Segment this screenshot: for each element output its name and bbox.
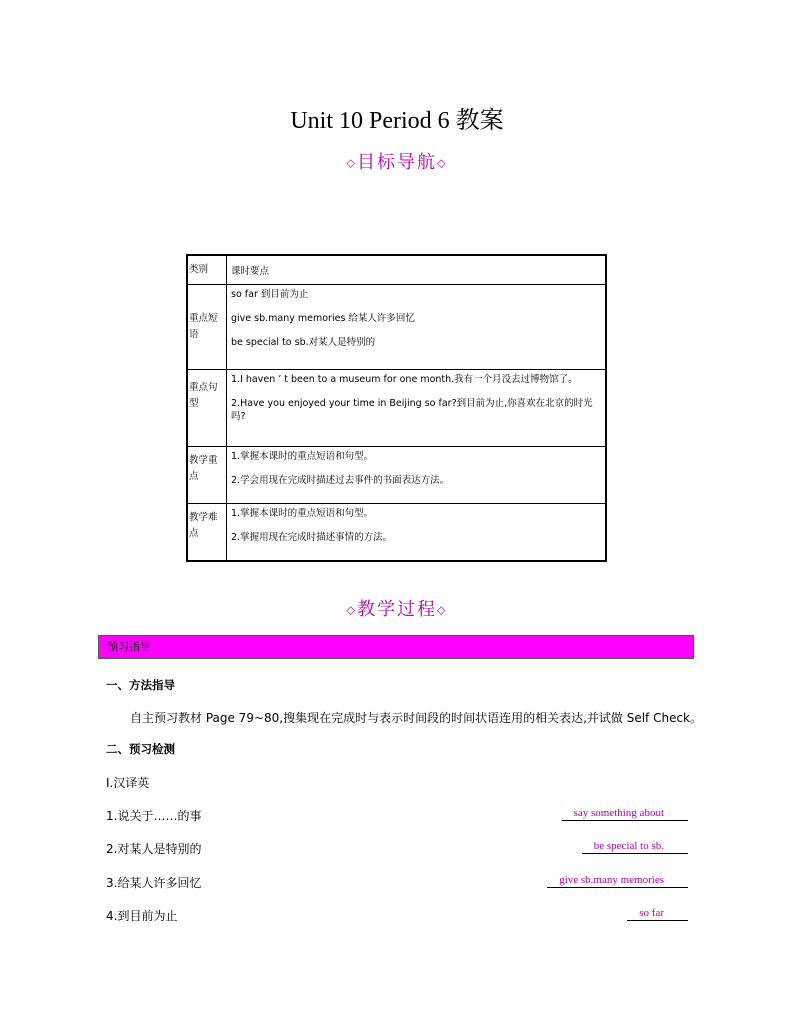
question-item: 3.给某人许多回忆 xyxy=(106,876,202,890)
preview-guide-bar: 预习指导 xyxy=(98,635,694,659)
diamond-icon: ◇ xyxy=(346,156,357,170)
check-heading: 二、预习检测 xyxy=(106,742,175,756)
row-content xyxy=(227,285,607,370)
section-heading-label: 教学过程 xyxy=(357,599,437,620)
answer-blank: say something about xyxy=(562,807,688,821)
table-header-row xyxy=(187,255,606,285)
row-category: 教学重点 xyxy=(187,447,227,504)
table-row xyxy=(187,447,606,504)
answer-blank: be special to sb. xyxy=(582,840,688,854)
row-line: 1.掌握本课时的重点短语和句型。 xyxy=(231,451,374,462)
row-line: 1.掌握本课时的重点短语和句型。 xyxy=(231,508,374,519)
answer-blank: so far xyxy=(627,907,688,921)
page-title: Unit 10 Period 6 教案 xyxy=(290,108,504,134)
question-item: 1.说关于……的事 xyxy=(106,809,202,823)
row-category: 重点句型 xyxy=(187,370,227,447)
question-item: 2.对某人是特别的 xyxy=(106,842,202,856)
section-heading-label: 目标导航 xyxy=(357,152,437,173)
diamond-icon: ◇ xyxy=(437,603,448,617)
method-text: 自主预习教材 Page 79~80,搜集现在完成时与表示时间段的时间状语连用的相关表达,并试做 Self Check。 xyxy=(130,711,703,725)
header-category: 类别 xyxy=(187,255,227,285)
row-content xyxy=(227,370,607,447)
row-line: be special to sb.对某人是特别的 xyxy=(231,337,376,348)
row-line: 2.Have you enjoyed your time in Beijing so far?到目前为止,你喜欢在北京的时光吗? xyxy=(231,398,593,422)
row-content xyxy=(227,504,607,562)
row-line: 2.学会用现在完成时描述过去事件的书面表达方法。 xyxy=(231,475,450,486)
row-line: 1.I haven ’ t been to a museum for one month.我有一个月没去过博物馆了。 xyxy=(231,374,578,385)
diamond-icon: ◇ xyxy=(346,603,357,617)
header-content: 课时要点 xyxy=(227,255,607,285)
section-heading-process xyxy=(0,595,794,621)
section-heading-goals xyxy=(0,148,794,174)
table-row xyxy=(187,285,606,370)
table-row xyxy=(187,370,606,447)
check-subheading: Ⅰ.汉译英 xyxy=(106,776,150,790)
lesson-plan-table xyxy=(186,254,607,562)
table-row xyxy=(187,504,606,562)
question-item: 4.到目前为止 xyxy=(106,909,178,923)
row-category: 重点短语 xyxy=(187,285,227,370)
row-line: give sb.many memories 给某人许多回忆 xyxy=(231,313,415,324)
method-heading: 一、方法指导 xyxy=(106,678,175,692)
row-content xyxy=(227,447,607,504)
row-line: 2.掌握用现在完成时描述事情的方法。 xyxy=(231,532,393,543)
row-category: 教学难点 xyxy=(187,504,227,562)
diamond-icon: ◇ xyxy=(437,156,448,170)
answer-blank: give sb.many memories xyxy=(547,874,688,888)
row-line: so far 到目前为止 xyxy=(231,289,309,300)
